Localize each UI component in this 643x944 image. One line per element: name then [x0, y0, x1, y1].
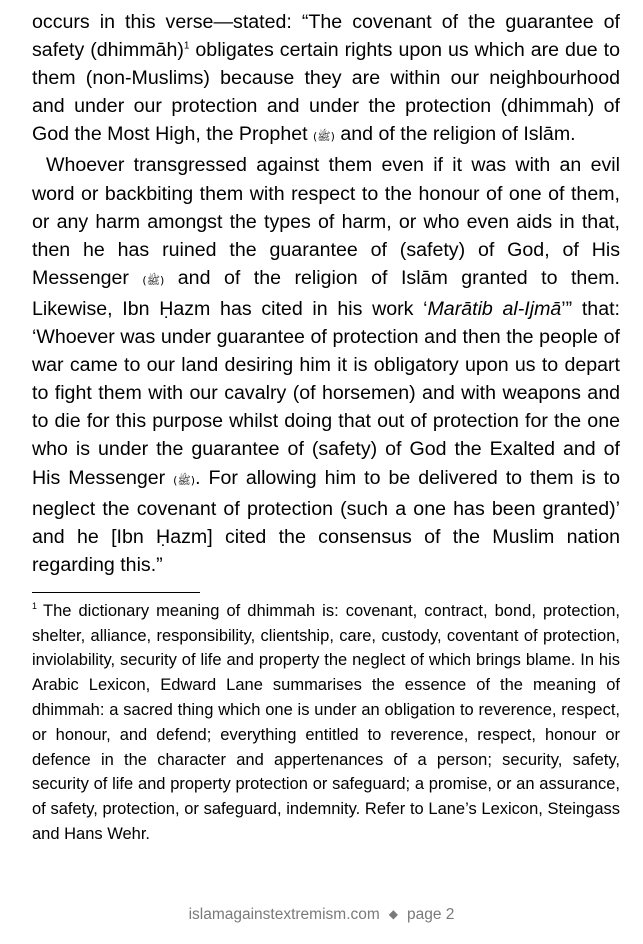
paragraph-1-text-b: obligates certain rights upon us which are due to them (non-Muslims) because they are within our neighbourhood and under our protection and under the protection (dhimmah) of God the Most High, the Prophet	[32, 39, 620, 146]
paragraph-2-text-d: . For allowing him to be delivered to them is to neglect the covenant of protection (such a one has been granted)’ and he [Ibn Ḥazm] cited the consensus of the Muslim nation regarding this.”	[32, 466, 620, 576]
footnote-divider	[32, 592, 200, 593]
paragraph-1-text-a: occurs in this verse—stated: “The covenant of the guarantee of safety (dhimmāh)	[32, 11, 620, 62]
footnote-reference[interactable]: 1	[183, 40, 190, 52]
work-title: Marātib al-Ijmā	[427, 297, 562, 320]
page-footer	[0, 906, 643, 924]
footnote	[32, 599, 620, 847]
salawat-glyph: (ﷺ)	[173, 473, 196, 487]
main-text	[32, 8, 620, 579]
paragraph-2	[32, 151, 620, 578]
document-page	[32, 8, 620, 847]
diamond-icon: ◆	[388, 907, 399, 921]
salawat-glyph: (ﷺ)	[313, 130, 335, 144]
paragraph-1	[32, 8, 620, 151]
footer-site[interactable]: islamagainstextremism.com	[188, 906, 380, 923]
page-number: page 2	[407, 906, 455, 923]
salawat-glyph: (ﷺ)	[142, 273, 165, 287]
paragraph-1-text-c: and of the religion of Islām.	[334, 123, 576, 146]
paragraph-2-text-c: ’” that: ‘Whoever was under guarantee of protection and then the people of war came to our land desiring him it is obligatory upon us to depart to fight them with our cavalry (of horsemen) and with weapons and to die for this purpose whilst doing that out of protection for the one who is under the guarantee of (safety) of God the Exalted and of His Messenger	[32, 297, 620, 489]
footnote-text: The dictionary meaning of dhimmah is: covenant, contract, bond, protection, shelter, alliance, responsibility, clientship, care, custody, coventant of protection, inviolability, security of life and property the neglect of which brings blame. In his Arabic Lexicon, Edward Lane summarises the essence of the meaning of dhimmah: a sacred thing which one is under an obligation to reverence, respect, or honour, and defend; everything entitled to reverence, respect, honour or defence in the character and appertenances of a person; security, safety, security of life and property protection or safeguard; a promise, or an assurance, of safety, protection, or safeguard, indemnity. Refer to Lane’s Lexicon, Steingass and Hans Wehr.	[32, 601, 620, 844]
paragraph-2-text-b: and of the religion of Islām granted to them. Likewise, Ibn Ḥazm has cited in his work ‘	[32, 266, 620, 320]
paragraph-2-text-a: Whoever transgressed against them even if it was with an evil word or backbiting them with respect to the honour of one of them, or any harm amongst the types of harm, or who even aids in that, then he has ruined the guarantee of (safety) of God, of His Messenger	[32, 154, 620, 289]
footnote-marker: 1	[32, 601, 38, 612]
